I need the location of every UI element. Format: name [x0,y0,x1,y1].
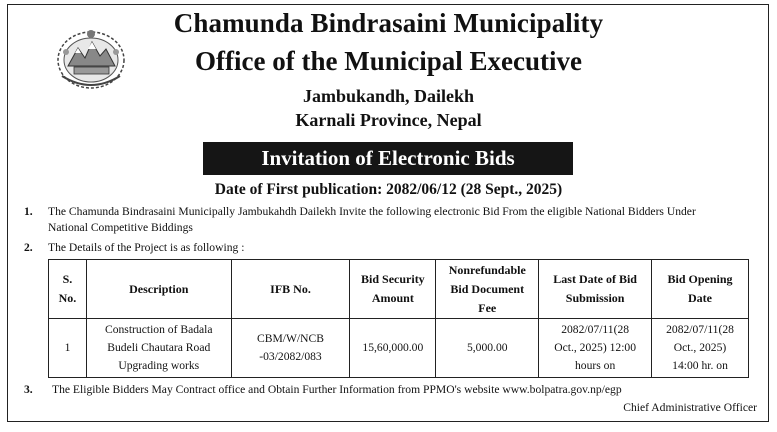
cell-bid-security: 15,60,000.00 [350,319,436,378]
municipality-name: Chamunda Bindrasaini Municipality [173,8,604,38]
address-line-1: Jambukandh, Dailekh [302,86,475,106]
item-text-continued: National Competitive Biddings [48,221,193,234]
notice-title-banner [203,142,573,175]
notice-title: Invitation of Electronic Bids [261,146,515,170]
cell-ifb: CBM/W/NCB -03/2082/083 [231,319,350,378]
header-ifb: IFB No. [231,260,350,319]
signatory-title: Chief Administrative Officer [623,401,757,414]
item-number: 2. [24,241,33,254]
cell-document-fee: 5,000.00 [436,319,539,378]
header-last-date: Last Date of Bid Submission [539,260,652,319]
table-header-row [49,260,749,319]
item-text: The Chamunda Bindrasaini Municipally Jambukahdh Dailekh Invite the following electronic Bid From the eligible National Bidders Under [48,205,696,218]
header-bid-security: Bid Security Amount [350,260,436,319]
cell-opening-date: 2082/07/11(28 Oct., 2025) 14:00 hr. on [652,319,749,378]
header-opening-date: Bid Opening Date [652,260,749,319]
cell-last-date: 2082/07/11(28 Oct., 2025) 12:00 hours on [539,319,652,378]
header-description: Description [86,260,231,319]
office-name: Office of the Municipal Executive [195,46,582,76]
item-number: 3. [24,383,33,396]
address-line-2: Karnali Province, Nepal [295,110,482,130]
table-row [49,319,749,378]
cell-sno: 1 [49,319,87,378]
item-number: 1. [24,205,33,218]
publication-date: Date of First publication: 2082/06/12 (28 Sept., 2025) [214,181,563,198]
cell-description: Construction of Badala Budeli Chautara Road Upgrading works [86,319,231,378]
header-sno: S. No. [49,260,87,319]
project-details-table [48,259,749,378]
header-document-fee: Nonrefundable Bid Document Fee [436,260,539,319]
item-text: The Eligible Bidders May Contract office and Obtain Further Information from PPMO's website www.bolpatra.gov.np/egp [52,383,622,396]
item-text: The Details of the Project is as following : [48,241,245,254]
